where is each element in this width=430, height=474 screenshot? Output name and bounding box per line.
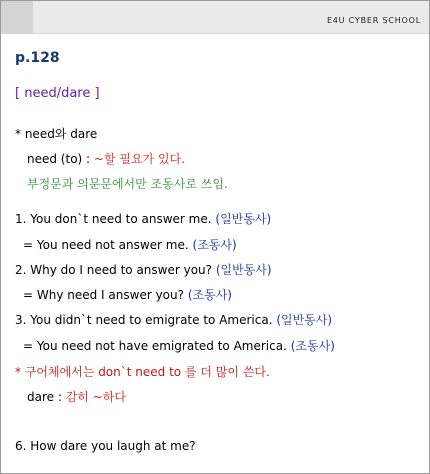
dare-definition bbox=[27, 388, 126, 405]
bullet-star: * bbox=[15, 127, 21, 141]
example-sentence bbox=[23, 286, 232, 303]
need-term: need (to) : bbox=[27, 152, 91, 166]
bullet-star: * bbox=[15, 365, 21, 379]
example-text: 3. You didn`t need to emigrate to America. bbox=[15, 313, 273, 327]
dare-meaning: 감히 ~하다 bbox=[65, 390, 126, 404]
verb-type-tag: (조동사) bbox=[290, 339, 335, 353]
example-sentence bbox=[23, 337, 335, 354]
header-bar bbox=[1, 1, 429, 34]
page-number: p.128 bbox=[15, 50, 60, 66]
example-text: 1. You don`t need to answer me. bbox=[15, 212, 212, 226]
colloquial-note bbox=[15, 363, 270, 380]
example-sentence bbox=[15, 210, 271, 227]
topic-title: [ need/dare ] bbox=[15, 86, 100, 101]
header-corner-block bbox=[1, 1, 33, 33]
example-text: = You need not have emigrated to America. bbox=[23, 339, 287, 353]
verb-type-tag: (일반동사) bbox=[215, 263, 272, 277]
question-sentence: 6. How dare you laugh at me? bbox=[15, 439, 196, 453]
verb-type-tag: (조동사) bbox=[187, 288, 232, 302]
intro-heading bbox=[15, 125, 97, 142]
intro-title: need와 dare bbox=[24, 127, 98, 141]
example-sentence bbox=[15, 261, 272, 278]
need-definition bbox=[27, 150, 185, 167]
example-sentence bbox=[15, 311, 332, 328]
verb-type-tag: (일반동사) bbox=[215, 212, 272, 226]
dare-term: dare : bbox=[27, 390, 62, 404]
example-text: 2. Why do I need to answer you? bbox=[15, 263, 213, 277]
example-text: = You need not answer me. bbox=[23, 238, 189, 252]
usage-note: 부정문과 의문문에서만 조동사로 쓰임. bbox=[27, 177, 228, 191]
colloquial-note-text: 구어체에서는 don`t need to 를 더 많이 쓴다. bbox=[24, 365, 270, 379]
verb-type-tag: (조동사) bbox=[192, 238, 237, 252]
example-sentence bbox=[23, 236, 237, 253]
verb-type-tag: (일반동사) bbox=[276, 313, 333, 327]
need-meaning: ~할 필요가 있다. bbox=[93, 152, 185, 166]
example-text: = Why need I answer you? bbox=[23, 288, 184, 302]
school-name: E4U CYBER SCHOOL bbox=[326, 16, 421, 25]
